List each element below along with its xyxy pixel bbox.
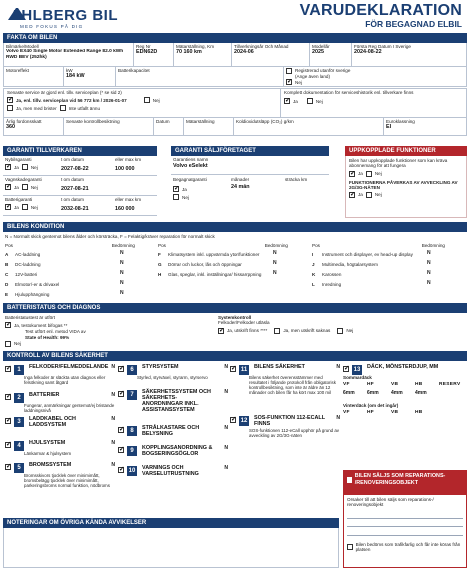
- condition-item-e: E Hjulupphängning N: [5, 290, 124, 297]
- safety-checkbox[interactable]: [5, 394, 11, 400]
- condition-item-a: A AC-laddning N: [5, 250, 124, 257]
- safety-checkbox[interactable]: [230, 366, 236, 372]
- safety-item-8: ✓ 8 STRÅLKASTARE OCH BELYSNING N: [118, 426, 228, 439]
- reg-cell: Reg Nr EDN62D: [134, 43, 174, 67]
- safety-grade: N: [111, 364, 115, 370]
- doc-nej-checkbox[interactable]: [307, 98, 313, 104]
- condition-grade: N: [120, 280, 124, 287]
- service-doc-box: Komplett dokumentation för serviceshistorik enl. tillverkare finns ✓ Ja Nej: [281, 88, 467, 118]
- abroad-checkbox[interactable]: [286, 68, 292, 74]
- warranty-battery-nej[interactable]: [22, 204, 28, 210]
- safety-item-9: ✓ 9 KOPPLINGSANORDNING & BOGSERINGSÖGLOR N: [118, 446, 228, 459]
- registered-abroad-cell: Registrerad utanför sverige (Ange även land) ✓ Nej: [284, 67, 467, 87]
- section-safety: KONTROLL AV BILENS SÄKERHET: [3, 351, 467, 361]
- condition-grade: N: [427, 250, 431, 257]
- condition-grade: N: [427, 280, 431, 287]
- safety-checkbox[interactable]: [5, 442, 11, 448]
- safety-item-11: ✓ 11 BILENS SÄKERHET N Bilens säkerhet överensstämmer med resultatet i följande protokoll från obligatorisk kontrollbesiktning, som inte är äldre än 12 månader och bilen får ha kört max 100 mil: [230, 365, 340, 395]
- safety-grade: N: [224, 364, 228, 370]
- condition-grade: N: [273, 270, 277, 277]
- safety-item-5: ✓ 5 BROMSSYSTEM N Bromsskivors tjocklek över minimimått, bromsbelägg tjocklek över minimimått, parkeringsbroms normal funktion, nödbroms: [5, 463, 115, 489]
- model-value: Volvo EX40 Single Motor Extended Range 82.0 kWh RWD BEV (252hk): [6, 49, 124, 60]
- summer-tyre-values: 6mm 6mm 4mm 4mm: [343, 389, 427, 396]
- warranty-battery-ja[interactable]: [5, 204, 11, 210]
- section-warranty-seller: GARANTI SÄLJFÖRETAGET: [171, 146, 329, 156]
- condition-grade: N: [120, 260, 124, 267]
- abroad-no-checkbox[interactable]: [286, 79, 292, 85]
- reg-value: EDN62D: [136, 49, 158, 56]
- safety-checkbox[interactable]: [230, 417, 236, 423]
- safety-item-12: ✓ 12 SOS-FUNKTION 112-ECALL FINNS N SOS-funktionen 112-eCall upphör på grund av avveckling av 2G/3G-näten: [230, 416, 340, 439]
- condition-item-i: I Instrument och displayer, ev head-up display N: [312, 250, 431, 257]
- section-battery-diag: BATTERISTATUS OCH DIAGNOS: [3, 303, 467, 313]
- condition-grade: N: [427, 260, 431, 267]
- firstreg-cell: Första Reg Datum I Sverige 2024-08-22: [352, 43, 467, 67]
- safety-checkbox[interactable]: [5, 418, 11, 424]
- safety-grade: N: [111, 416, 115, 422]
- condition-col3: Pos Bedömning I Instrument och displayer, ev head-up display N J Multimedia, högtalarsystem N K Karossen N L Inredning N: [312, 243, 465, 288]
- euro-value: EI: [386, 124, 392, 131]
- repair-object-box: BILEN SÄLJS SOM REPARATIONS- /RENOVERINGSOBJEKT Orsaker till att bilen säljs som reparations-/ renoveringsobjekt Bilen bedöms som trafikfarlig och får inte köras från platsen: [343, 470, 467, 568]
- safety-grade: N: [224, 425, 228, 431]
- notes-area[interactable]: [3, 528, 339, 568]
- safety-checkbox[interactable]: [118, 391, 124, 397]
- safety-checkbox[interactable]: [5, 464, 11, 470]
- warranty-seller-months: 24 mån: [231, 184, 250, 191]
- section-connected: UPPKOPPLADE FUNKTIONER: [345, 146, 467, 156]
- condition-grade: N: [120, 250, 124, 257]
- safety-grade: N: [111, 392, 115, 398]
- section-condition: BILENS KONDITION: [3, 222, 467, 232]
- condition-col1: Pos Bedömning A AC-laddning N B DC-laddning N C 12V-batteri N D Elmotor/-er & drivaxel N E Hjulupphängning N: [5, 243, 155, 298]
- safety-checkbox[interactable]: [5, 366, 11, 372]
- safety-checkbox[interactable]: [118, 366, 124, 372]
- condition-item-l: L Inredning N: [312, 280, 431, 287]
- condition-item-f: F Klimatsystem inkl. uppvärmda ytor/funktioner N: [158, 250, 277, 257]
- condition-item-h: H Glas, speglar, inkl. inställningar/ hissarrppning N: [158, 270, 277, 277]
- seller-ja-checkbox[interactable]: [173, 186, 179, 192]
- vehicle-facts-row2: [3, 67, 467, 87]
- warranty-mfr-box: [3, 156, 157, 218]
- kw-cell: kW 184 kW: [64, 67, 116, 87]
- warranty-body-row: Vagnskadegaranti t om datum ✓ Ja Nej 2027-08-21: [3, 176, 157, 196]
- kw-value: 184 kW: [66, 73, 85, 80]
- safety-item-6: ✓ 6 STYRSYSTEM N Styrled, styrväxel, styrarm, styrservo: [118, 365, 228, 381]
- section-notes: NOTERINGAR OM ÖVRIGA KÄNDA AVVIKELSER: [3, 518, 339, 528]
- safety-item-1: ✓ 1 FELKODER/FELMEDDELANDE N Inga felkoder är släckta utan diagnos eller felsökning samt åtgärd: [5, 365, 115, 386]
- syscheck-nej[interactable]: [337, 328, 343, 334]
- section-vehicle-facts: FAKTA OM BILEN: [3, 33, 467, 43]
- tyre-block: Sommardäck VF HF VB HB RESERV 6mm 6mm 4mm 4mm Vinterdäck (om det ingår) VF HF VB HB: [343, 365, 467, 415]
- warranty-seller-box: Garantiens namn Volvo eSelekt Begagnatgaranti månader sträcka km 24 mån ✓ Ja Nej: [171, 156, 329, 216]
- warranty-new-row: Nybilsgaranti t om datum eller max km ✓ Ja Nej 2027-08-22 100 000: [3, 156, 157, 176]
- brand-logo: [6, 2, 136, 32]
- condition-col2: Pos Bedömning F Klimatsystem inkl. uppvärmda ytor/funktioner N G Dörrar och luckor, lås och öppningar N H Glas, speglar, inkl. inställningar/ hissarrppning N: [158, 243, 308, 278]
- euro-cell: Euroklassning EI: [384, 118, 467, 136]
- service-box: Senaste service är gjord enl. tillv. serviceplan (* se sid 2) ✓ Ja, enl. tillv. serviceplan vid 56 772 km / 2026-01-07 Nej Ja, men med brister Inte utfallt ännu: [3, 88, 281, 118]
- safety-item-4: ✓ 4 HJULSYSTEM N Länkarmar & hjulsystem: [5, 441, 115, 457]
- warranty-battery-row: Batterigaranti t om datum eller max km ✓ Ja Nej 2032-08-21 160 000: [3, 196, 157, 216]
- tax-cell: Årlig fordonsskatt 360: [4, 118, 64, 136]
- condition-legend: N = Normalt skick gentemot bilens ålder och körsträcka, F = Felaktig/kräver reparation för normalt skick: [5, 234, 215, 239]
- document-title: VARUDEKLARATION: [299, 2, 462, 19]
- service-ja-checkbox[interactable]: [7, 97, 13, 103]
- safety-grade: N: [224, 445, 228, 451]
- condition-item-g: G Dörrar och luckor, lås och öppningar N: [158, 260, 277, 267]
- repair-checkbox[interactable]: [347, 477, 352, 483]
- network-ja[interactable]: [349, 192, 355, 198]
- condition-item-k: K Karossen N: [312, 270, 431, 277]
- safety-checkbox[interactable]: [118, 427, 124, 433]
- condition-grade: N: [273, 260, 277, 267]
- syscheck-missing[interactable]: [274, 328, 280, 334]
- safety-item-2: ✓ 2 BATTERIER N Fungerar, anmärkningar gentemot/ej bristande laddningsnivå: [5, 393, 115, 414]
- winter-tyre-headers: VF HF VB HB: [343, 409, 423, 415]
- safety-grade: N: [224, 465, 228, 471]
- mfg-cell: Tillverkningsår Och Månad 2024-06: [232, 43, 310, 67]
- tax-row: Årlig fordonsskatt 360 Senaste kontrollbesiktning Datum Mätarställning Koldioxidutsläpp (CO₂) g/km Euroklassning EI: [3, 118, 467, 136]
- service-nej-checkbox[interactable]: [144, 97, 150, 103]
- motor-cell: Motoreffekt: [4, 67, 64, 87]
- safety-checkbox[interactable]: [118, 447, 124, 453]
- service-inte-checkbox[interactable]: [60, 105, 66, 111]
- connected-nej[interactable]: [366, 171, 372, 177]
- condition-item-b: B DC-laddning N: [5, 260, 124, 267]
- syscheck-ja[interactable]: [218, 328, 224, 334]
- firstreg-value: 2024-08-22: [354, 49, 382, 56]
- condition-grade: N: [120, 290, 124, 297]
- safety-item-13: ✓ 13 DÄCK, MÖNSTERDJUP, MM: [343, 365, 467, 376]
- tax-value: 360: [6, 124, 15, 131]
- mfg-value: 2024-06: [234, 49, 254, 56]
- safety-grade: N: [111, 462, 115, 468]
- connected-ja[interactable]: [349, 171, 355, 177]
- condition-item-c: C 12V-batteri N: [5, 270, 124, 277]
- safety-grade: N: [224, 389, 228, 395]
- safety-grade: N: [336, 415, 340, 421]
- safety-grade: N: [111, 440, 115, 446]
- safety-item-10: ✓ 10 VARNINGS OCH VARSELUTRUSTNING N: [118, 466, 228, 479]
- condition-item-j: J Multimedia, högtalarsystem N: [312, 260, 431, 267]
- condition-grade: N: [427, 270, 431, 277]
- section-warranty-mfr: GARANTI TILLVERKAREN: [3, 146, 157, 156]
- warranty-new-nej[interactable]: [22, 164, 28, 170]
- condition-grade: N: [273, 250, 277, 257]
- safety-checkbox[interactable]: [118, 467, 124, 473]
- seller-nej-checkbox[interactable]: [173, 194, 179, 200]
- battery-cell: Batterikapacitet: [116, 67, 284, 87]
- soh-value: State of Health: 99%: [25, 334, 70, 340]
- dangerous-checkbox[interactable]: [347, 544, 353, 550]
- modelyear-cell: Modellår 2025: [310, 43, 352, 67]
- network-nej[interactable]: [366, 192, 372, 198]
- battery-test-nej[interactable]: [5, 341, 11, 347]
- connected-box: Bilen har uppkopplade funktioner som kan kräva abonnemang för att fungera ✓ Ja Nej FUNKTIONERNA PÅVERKAS AV AVVECKLING AV 2G/3G-NÄTEN ✓ Ja Nej: [345, 156, 467, 218]
- document-subtitle: FÖR BEGAGNAD ELBIL: [365, 19, 462, 30]
- mileage-cell: Mätarställning, Km 70 160 km: [174, 43, 232, 67]
- warranty-body-nej[interactable]: [22, 184, 28, 190]
- safety-grade: N: [336, 364, 340, 370]
- condition-grade: N: [120, 270, 124, 277]
- vehicle-facts-row1: [3, 43, 467, 67]
- service-brister-checkbox[interactable]: [7, 105, 13, 111]
- safety-item-7: ✓ 7 SÄKERHETSSYSTEM OCH SÄKERHETS-ANORDNINGAR INKL. ASSISTANSSYSTEM N: [118, 390, 228, 415]
- battery-test-ja[interactable]: [5, 322, 11, 328]
- doc-ja-checkbox[interactable]: [284, 98, 290, 104]
- battery-status-block: Batteristatustest är utfört ✓ Ja, testokument bifogas ** Test utfört enl. metod VIDA av State of Health: 99% Nej: [5, 315, 195, 347]
- warranty-new-ja[interactable]: [5, 164, 11, 170]
- safety-item-3: ✓ 3 LADDKABEL OCH LADDSYSTEM N: [5, 417, 115, 430]
- warranty-seller-name: Volvo eSelekt: [171, 163, 329, 175]
- modelyear-value: 2025: [312, 49, 324, 56]
- svg-text:MED FOKUS PÅ DIG: MED FOKUS PÅ DIG: [20, 24, 84, 29]
- condition-item-d: D Elmotor/-er & drivaxel N: [5, 280, 124, 287]
- system-check-block: Systemkontroll Felkoder/Felkoder utläsla ✓ Ja, utskrift finns **** Ja, men utskrift saknas Nej: [218, 315, 467, 334]
- document-title-block: [300, 2, 462, 30]
- mileage-value: 70 160 km: [176, 49, 202, 56]
- summer-tyre-headers: VF HF VB HB RESERV: [343, 382, 461, 388]
- svg-text:AHLBERG BIL: AHLBERG BIL: [10, 7, 118, 24]
- model-cell: Bilmärke/Modell Volvo EX40 Single Motor Extended Range 82.0 kWh RWD BEV (252hk): [4, 43, 134, 67]
- warranty-body-ja[interactable]: [5, 184, 11, 190]
